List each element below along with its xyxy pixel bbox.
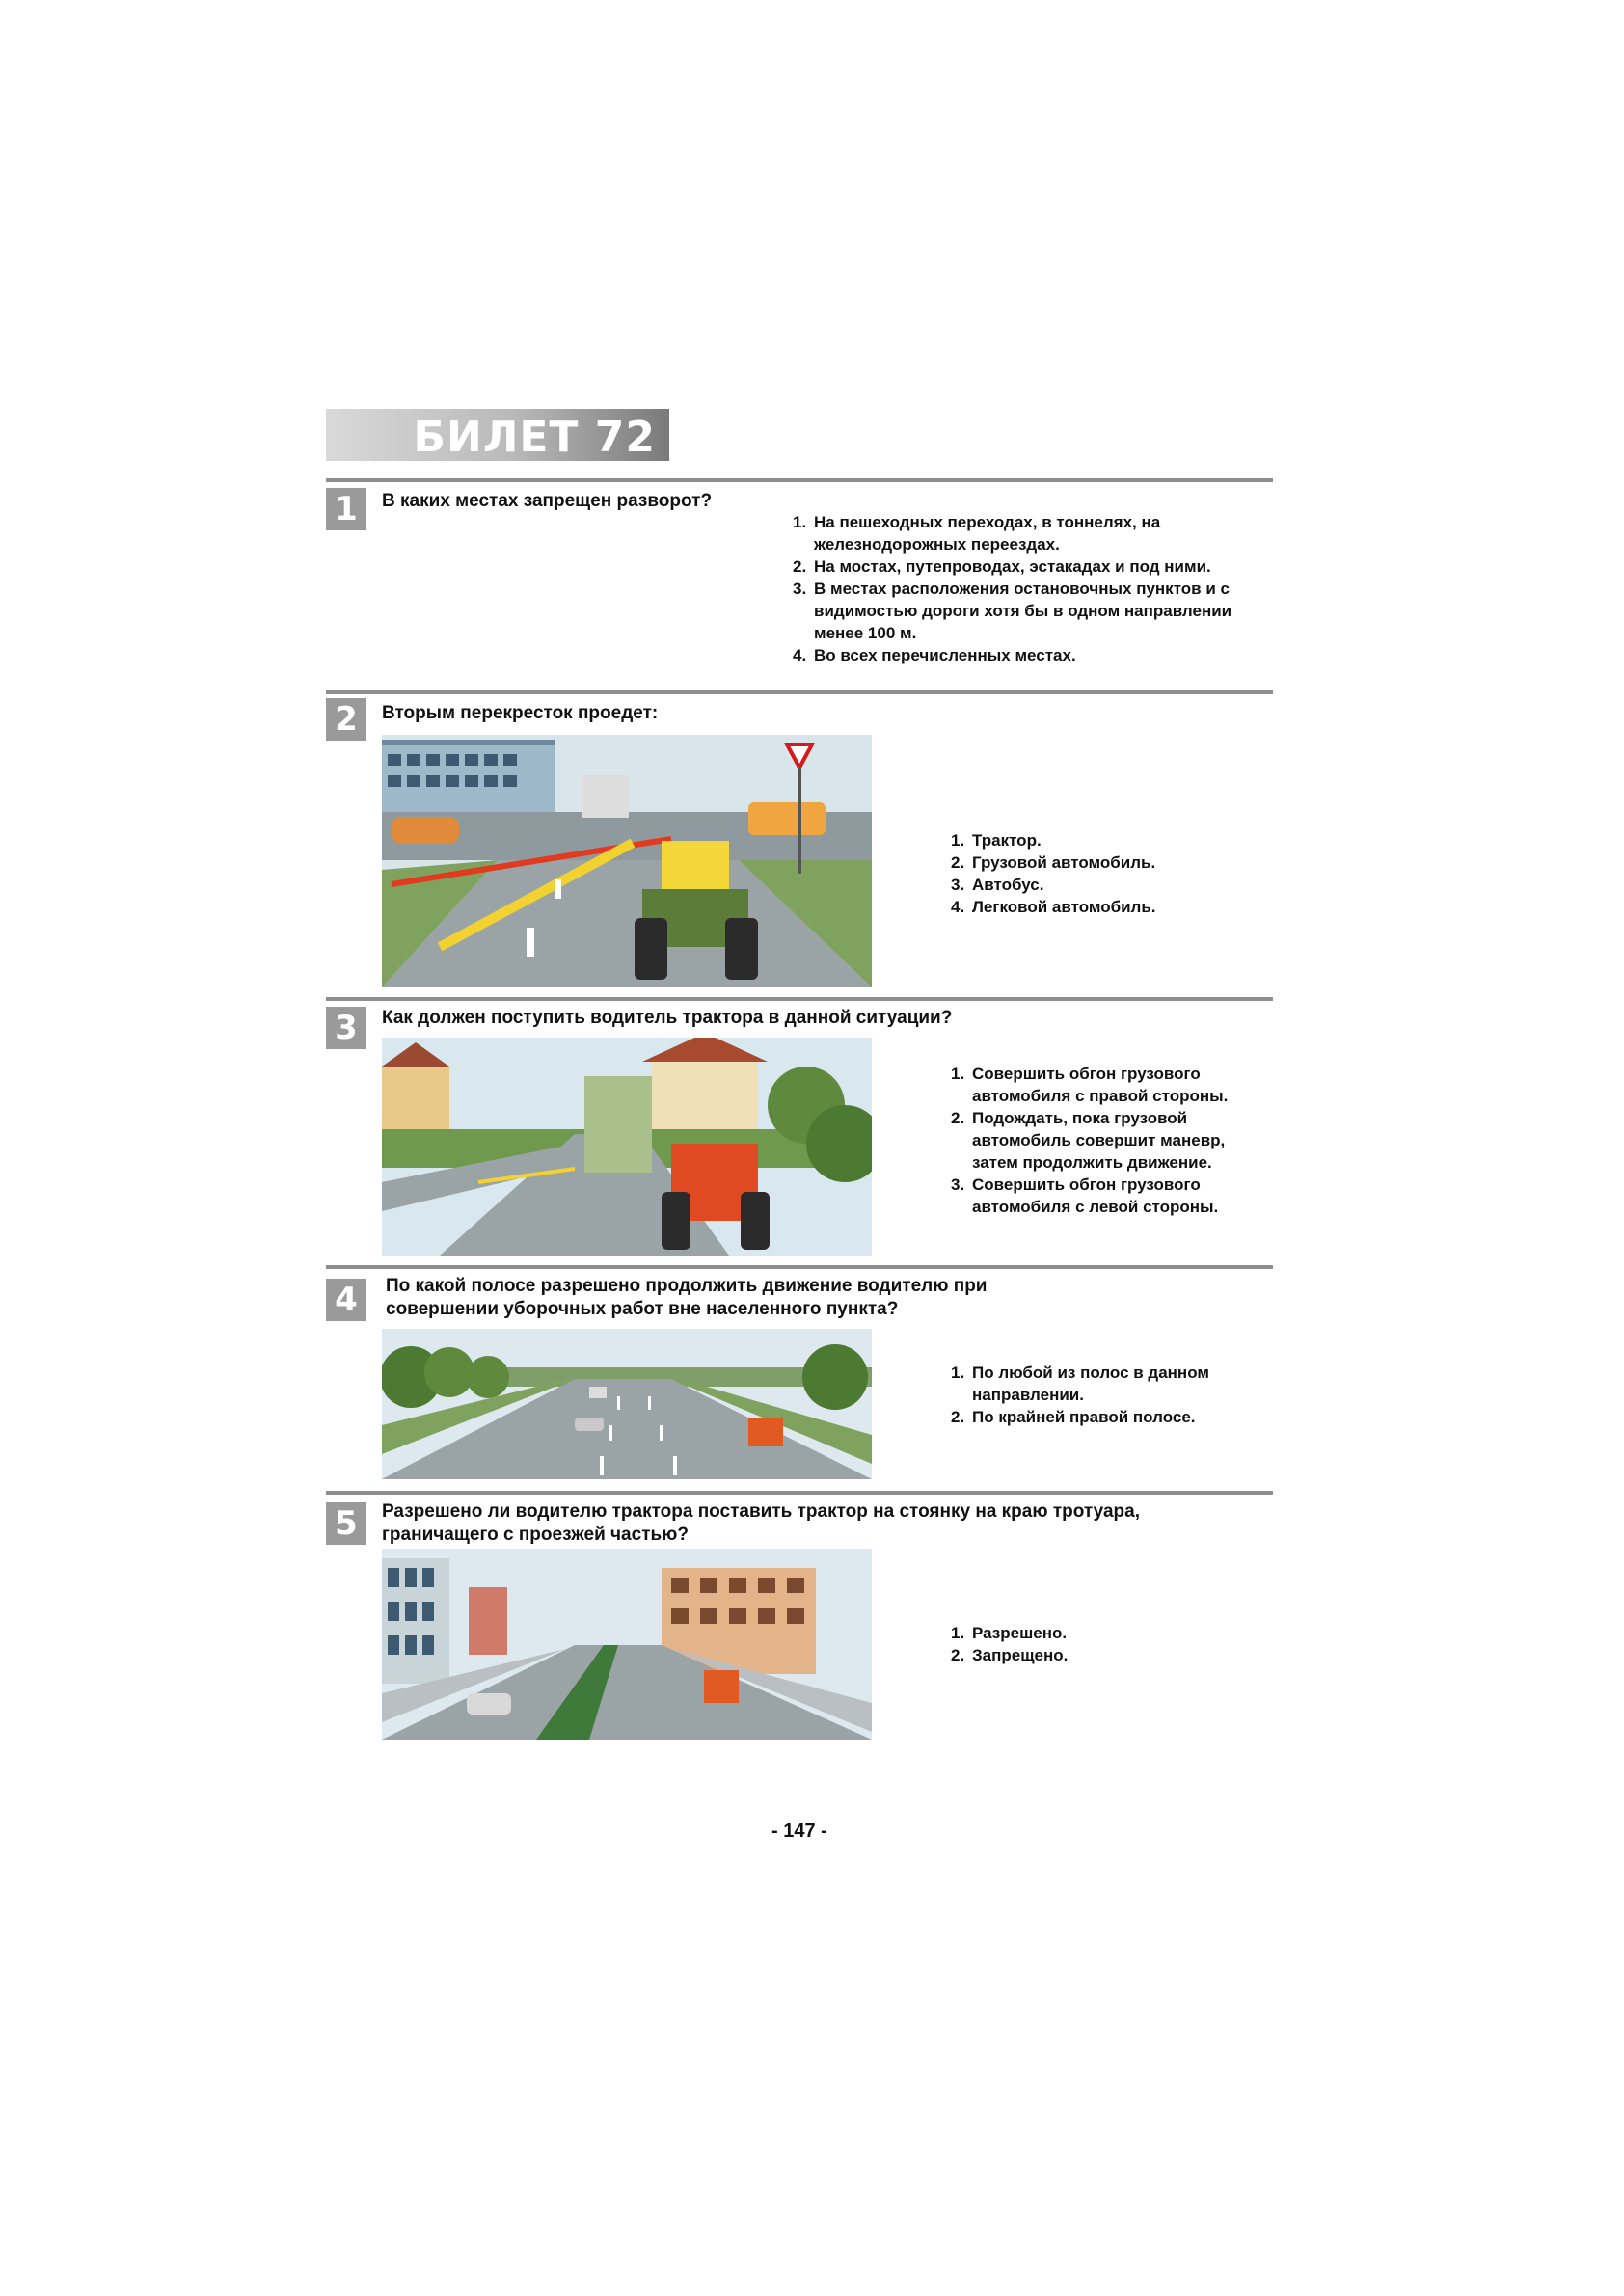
question-4-answers (951, 1362, 1259, 1428)
answer-option[interactable]: 1. Совершить обгон грузового автомобиля с правой стороны. (951, 1065, 1229, 1105)
intersection-illustration (382, 735, 872, 987)
question-2-answers (951, 829, 1240, 918)
answer-option[interactable]: 1. На пешеходных переходах, в тоннелях, на железнодорожных переездах. (793, 513, 1161, 554)
answer-option[interactable]: 4. Во всех перечисленных местах. (793, 646, 1076, 664)
answer-option[interactable]: 2. Запрещено. (951, 1646, 1069, 1664)
answer-option[interactable]: 1. По любой из полос в данном направлении. (951, 1364, 1209, 1404)
question-4-text: По какой полосе разрешено продолжить движение водителю при совершении уборочных работ вне населенного пункта? (386, 1276, 988, 1319)
question-1-answers (793, 511, 1275, 666)
answer-option[interactable]: 2. На мостах, путепроводах, эстакадах и под ними. (793, 557, 1211, 576)
question-4-number: 4 (326, 1279, 366, 1321)
question-3-answers (951, 1063, 1269, 1218)
answer-option[interactable]: 3. В местах расположения остановочных пунктов и с видимостью дороги хотя бы в одном направлении менее 100 м. (793, 580, 1232, 642)
answer-option[interactable]: 1. Трактор. (951, 831, 1042, 850)
question-5-number: 5 (326, 1502, 366, 1545)
question-2-number: 2 (326, 698, 366, 741)
separator (326, 1491, 1273, 1495)
separator (326, 478, 1273, 482)
separator (326, 997, 1273, 1001)
harvest-road-illustration (382, 1329, 872, 1479)
question-1-text: В каких местах запрещен разворот? (382, 491, 713, 511)
ticket-title: БИЛЕТ 72 (413, 413, 656, 462)
question-5-text: Разрешено ли водителю трактора поставить трактор на стоянку на краю тротуара, граничащего с проезжей частью? (382, 1501, 1141, 1545)
separator (326, 690, 1273, 694)
answer-option[interactable]: 2. По крайней правой полосе. (951, 1408, 1196, 1426)
answer-option[interactable]: 4. Легковой автомобиль. (951, 898, 1156, 916)
question-3-text: Как должен поступить водитель трактора в данной ситуации? (382, 1008, 953, 1028)
separator (326, 1265, 1273, 1269)
page-number: - 147 - (771, 1821, 827, 1842)
answer-option[interactable]: 2. Подождать, пока грузовой автомобиль совершит маневр, затем продолжить движение. (951, 1109, 1226, 1172)
ticket-title-bar (326, 409, 669, 461)
question-1-number: 1 (326, 488, 366, 530)
answer-option[interactable]: 3. Автобус. (951, 876, 1044, 894)
question-5-answers (951, 1622, 1240, 1666)
answer-option[interactable]: 1. Разрешено. (951, 1624, 1068, 1642)
parking-illustration (382, 1549, 872, 1740)
question-3-number: 3 (326, 1007, 366, 1049)
question-2-text: Вторым перекресток проедет: (382, 703, 659, 723)
tractor-overtake-illustration (382, 1038, 872, 1256)
answer-option[interactable]: 2. Грузовой автомобиль. (951, 853, 1156, 872)
answer-option[interactable]: 3. Совершить обгон грузового автомобиля с левой стороны. (951, 1175, 1219, 1216)
